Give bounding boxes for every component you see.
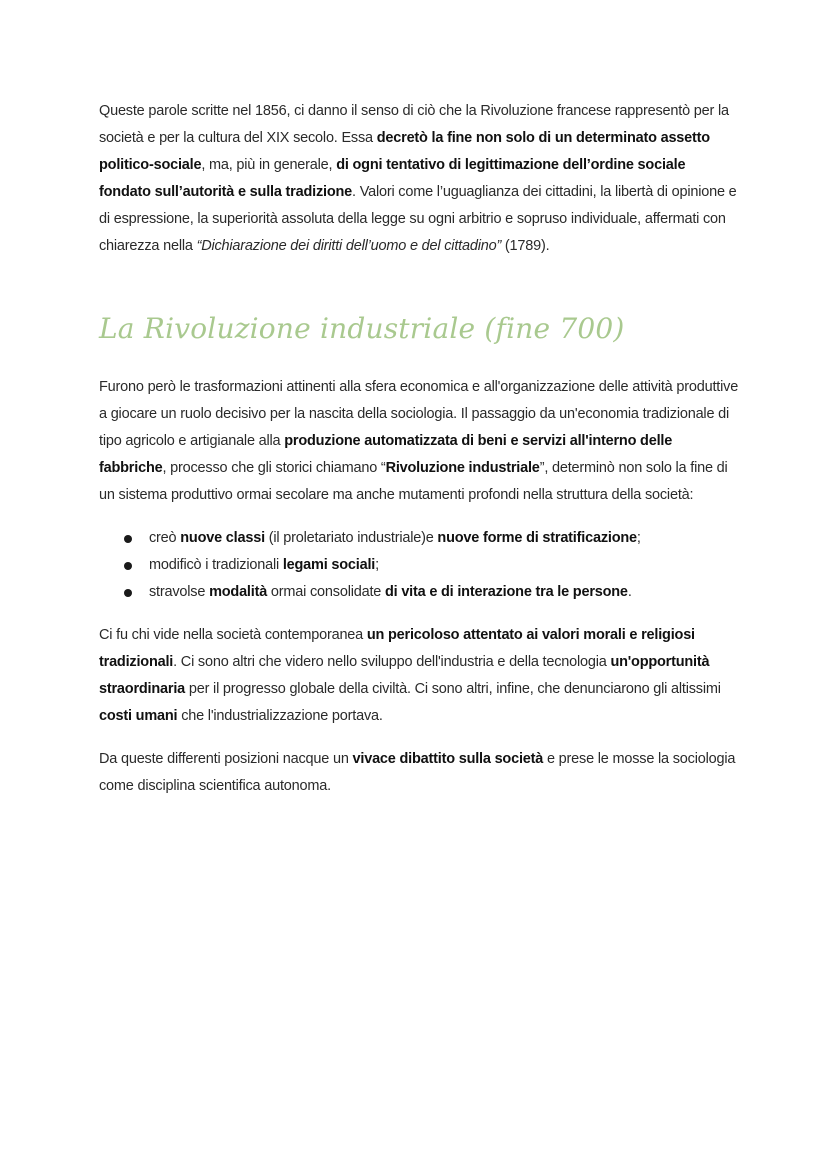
text-span: che l'industrializzazione portava. [177, 708, 383, 724]
text-span: (il proletariato industriale)e [264, 530, 438, 546]
bold-text: un'opportunità straordinaria [99, 654, 710, 697]
bold-text: vivace dibattito sulla società [352, 751, 544, 767]
bold-text: decretò la fine non solo di un determinato assetto politico-sociale [99, 130, 710, 173]
bold-text: un pericoloso attentato ai valori morali e religiosi tradizionali [99, 627, 695, 670]
paragraph-rivoluzione-francese [99, 98, 739, 260]
text-span: ”, determinò non solo la fine di un sistema produttivo ormai secolare ma anche mutamenti profondi nella struttura della società: [99, 460, 728, 503]
paragraph-posizioni [99, 622, 739, 730]
text-span: e prese le mosse la sociologia come disciplina scientifica autonoma. [99, 751, 736, 794]
text-span: (1789). [501, 238, 550, 254]
bold-text: costi umani [99, 708, 178, 724]
bold-text: nuove classi [180, 530, 265, 546]
bullet-icon [124, 535, 132, 543]
list-item [99, 579, 739, 606]
text-span: , ma, più in generale, [201, 157, 337, 173]
text-span: Queste parole scritte nel 1856, ci danno il senso di ciò che la Rivoluzione francese rappresentò per la società e per la cultura del XIX secolo. Essa [99, 103, 729, 146]
text-span: Ci fu chi vide nella società contemporanea [99, 627, 367, 643]
bold-text: di vita e di interazione tra le persone [385, 584, 628, 600]
text-span: modificò i tradizionali [149, 557, 283, 573]
list-item [99, 525, 739, 552]
text-span: . Valori come l’uguaglianza dei cittadini, la libertà di opinione e di espressione, la superiorità assoluta della legge su ogni arbitrio e sopruso individuale, affermati con chiarezza nella [99, 184, 737, 254]
bold-text: modalità [209, 584, 268, 600]
text-span: ; [636, 530, 641, 546]
text-span: ; [375, 557, 379, 573]
bold-text: nuove forme di stratificazione [437, 530, 637, 546]
text-span: , processo che gli storici chiamano “ [162, 460, 386, 476]
bullet-icon [124, 562, 132, 570]
bullet-icon [124, 589, 132, 597]
text-span: Da queste differenti posizioni nacque un [99, 751, 353, 767]
bold-text: Rivoluzione industriale [385, 460, 540, 476]
document-content [99, 98, 739, 800]
text-span: . [627, 584, 632, 600]
bold-text: produzione automatizzata di beni e servizi all'interno delle fabbriche [99, 433, 673, 476]
text-span: stravolse [149, 584, 210, 600]
bold-text: di ogni tentativo di legittimazione dell’ordine sociale fondato sull’autorità e sulla tradizione [99, 157, 686, 200]
text-span: ormai consolidate [267, 584, 385, 600]
text-span: . Ci sono altri che videro nello sviluppo dell'industria e della tecnologia [173, 654, 611, 670]
paragraph-rivoluzione-industriale [99, 374, 739, 509]
text-span: Furono però le trasformazioni attinenti alla sfera economica e all'organizzazione delle attività produttive a giocare un ruolo decisivo per la nascita della sociologia. Il passaggio da un'economia tradizionale di tipo agricolo e artigianale alla [99, 379, 739, 449]
bold-text: legami sociali [282, 557, 376, 573]
text-span: creò [149, 530, 181, 546]
bullet-list [99, 525, 739, 606]
italic-text: “Dichiarazione dei diritti dell’uomo e del cittadino” [196, 238, 502, 254]
section-heading: La Rivoluzione industriale (fine 700) [99, 312, 625, 345]
list-item [99, 552, 739, 579]
paragraph-dibattito [99, 746, 739, 800]
text-span: per il progresso globale della civiltà. Ci sono altri, infine, che denunciarono gli altissimi [185, 681, 721, 697]
